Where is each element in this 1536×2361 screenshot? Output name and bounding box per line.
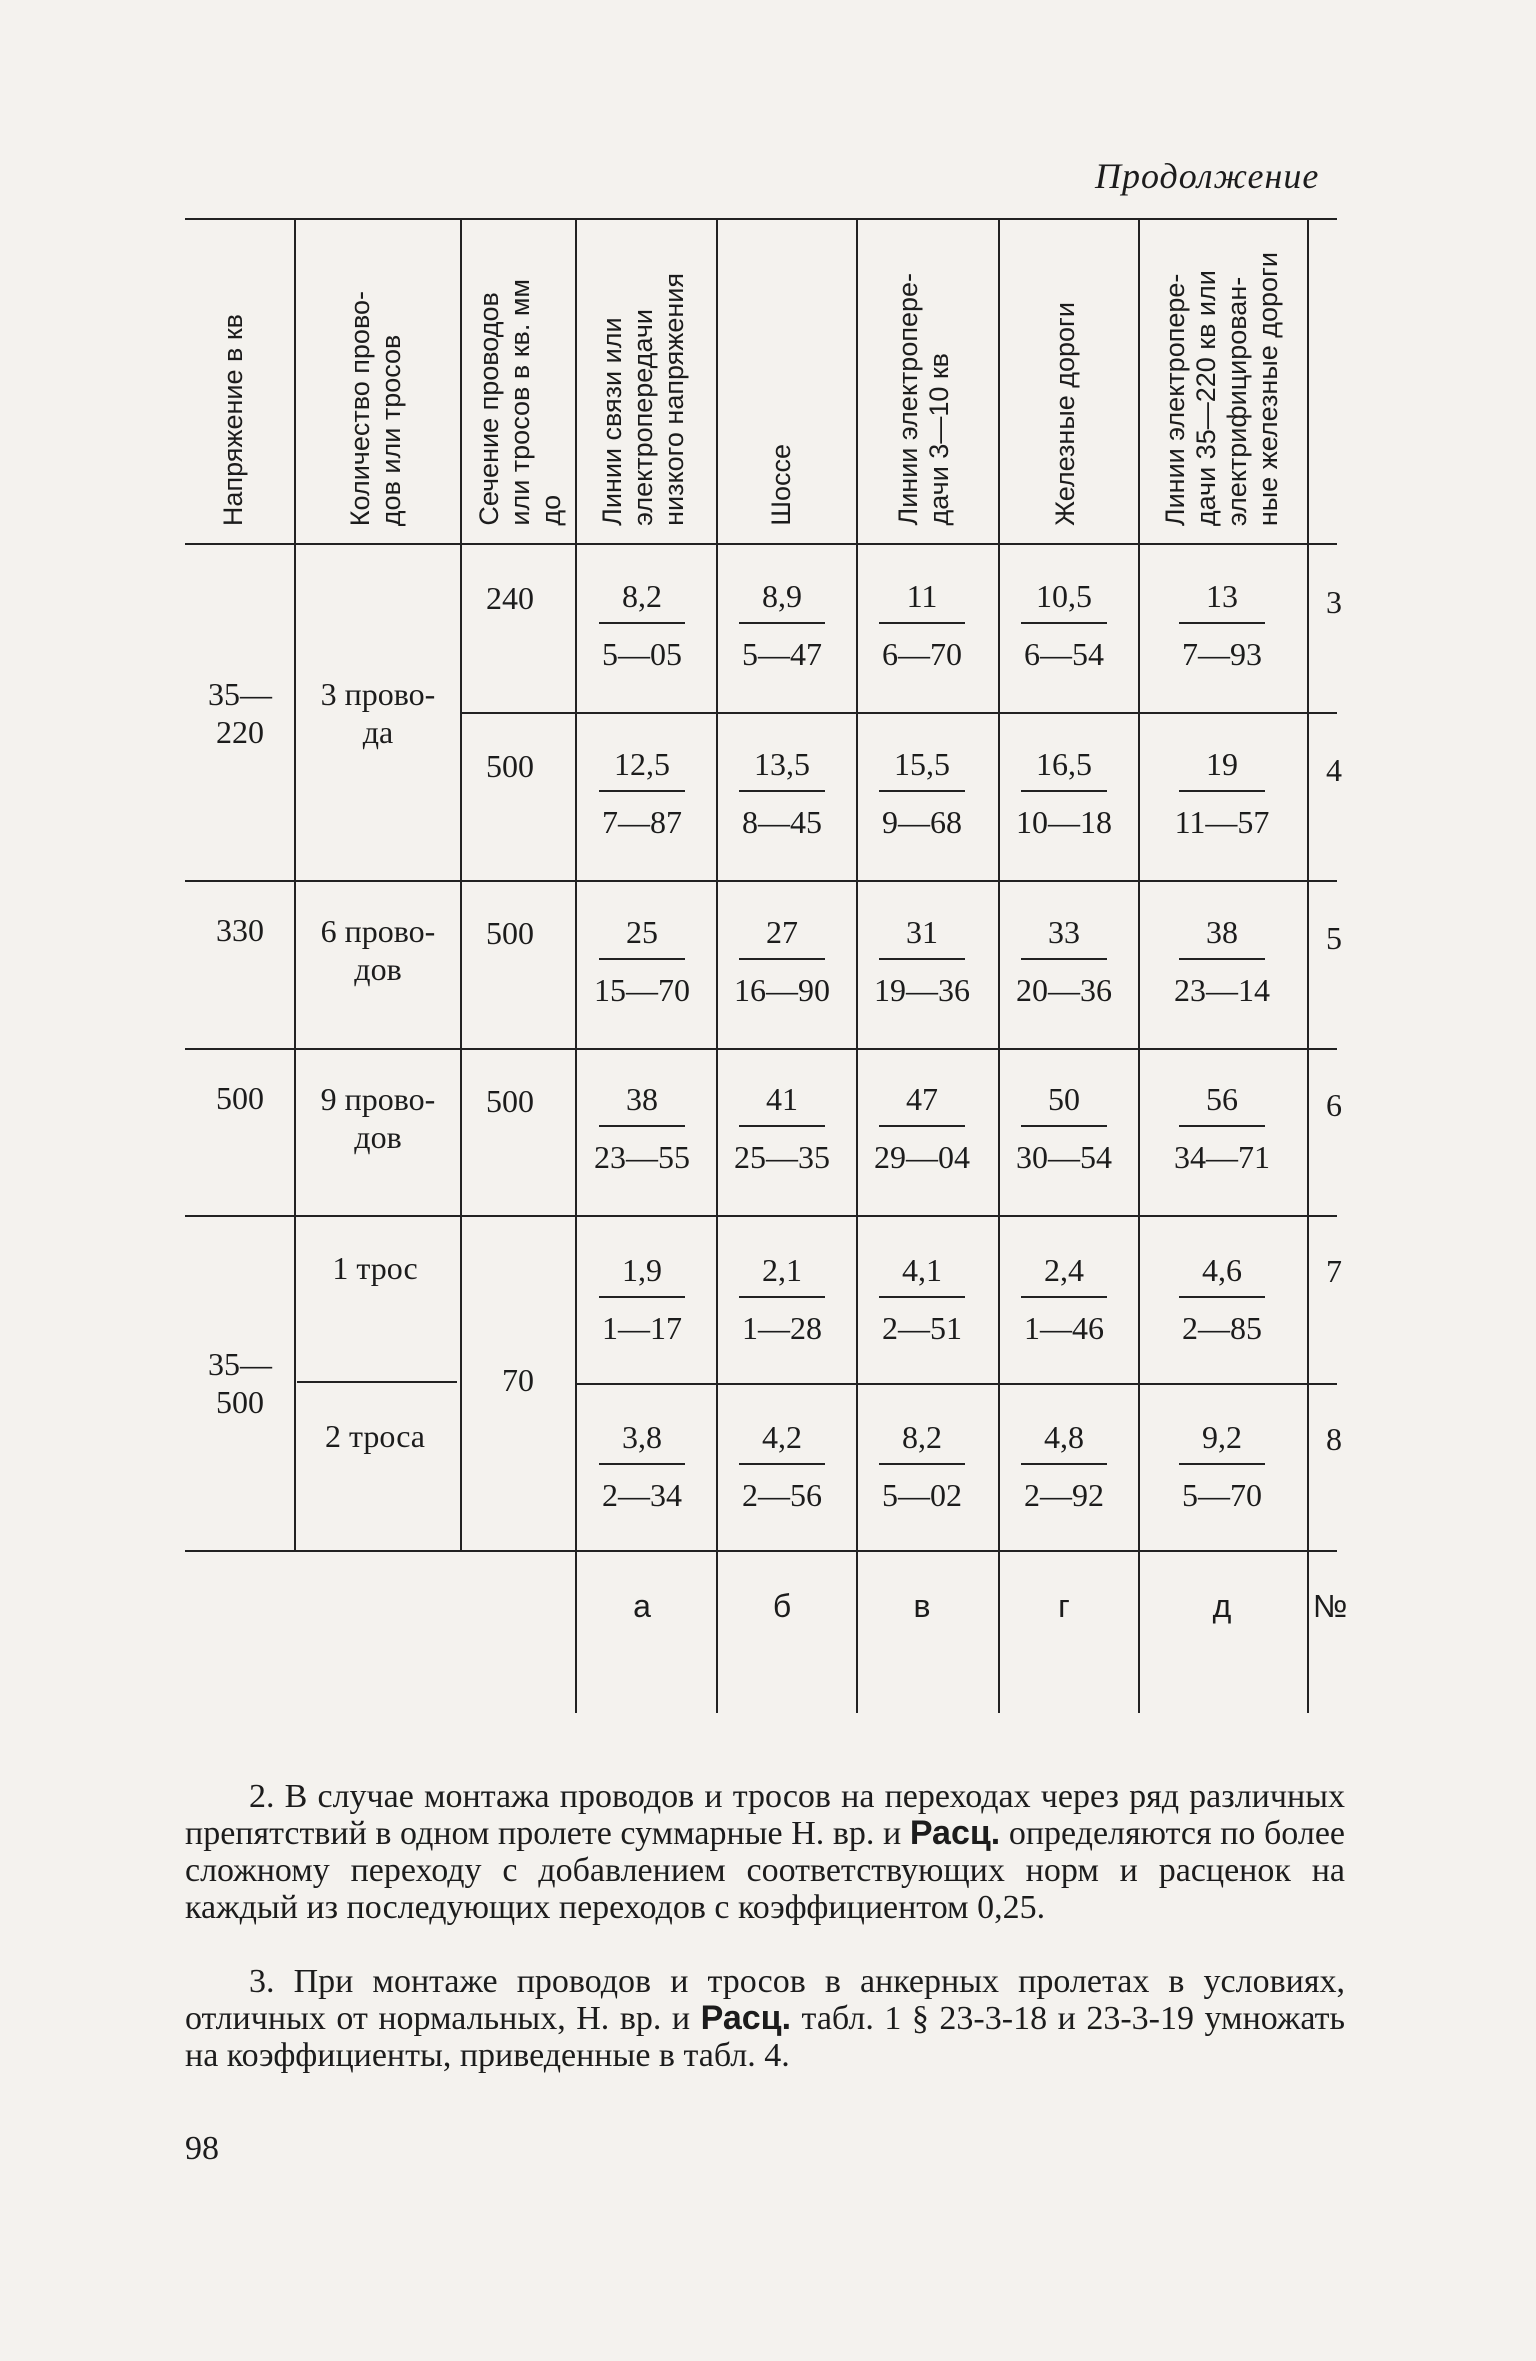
norm-cell (1167, 744, 1277, 842)
header-wire-section: Сечение проводов или тросов в кв. мм до (474, 279, 566, 526)
col-rule (294, 218, 296, 1550)
time-norm: 15,5 (894, 746, 950, 782)
rate: 23—55 (594, 1139, 690, 1175)
rate: 19—36 (874, 972, 970, 1008)
time-norm: 47 (906, 1081, 938, 1117)
rate: 2—34 (602, 1477, 682, 1513)
voltage-cell: 35— 220 (208, 676, 272, 750)
norm-cell (727, 1250, 837, 1348)
time-norm: 4,8 (1044, 1419, 1084, 1455)
rate: 23—14 (1174, 972, 1270, 1008)
rate: 6—70 (882, 636, 962, 672)
rate: 5—02 (882, 1477, 962, 1513)
rate: 20—36 (1016, 972, 1112, 1008)
column-letter: а (633, 1588, 651, 1624)
time-norm: 33 (1048, 914, 1080, 950)
col-rule (998, 218, 1000, 1713)
norm-cell (727, 576, 837, 674)
note-2-text: 2. В случае монтажа проводов и тросов на переходах через ряд различных препятствий в одном пролете суммарные Н. вр. и (185, 1778, 1345, 1852)
header-highway: Шоссе (766, 444, 796, 526)
wire-count-cell: 2 троса (325, 1418, 425, 1454)
norm-cell (1009, 1250, 1119, 1348)
rate: 5—47 (742, 636, 822, 672)
header-bottom-rule (185, 543, 1337, 545)
time-norm: 12,5 (614, 746, 670, 782)
time-norm: 31 (906, 914, 938, 950)
rate: 2—56 (742, 1477, 822, 1513)
rate: 16—90 (734, 972, 830, 1008)
time-norm: 4,1 (902, 1252, 942, 1288)
norm-cell (727, 1417, 837, 1515)
row-number: 7 (1326, 1253, 1342, 1289)
column-letter: г (1058, 1588, 1070, 1624)
cable-row-rule (297, 1381, 457, 1383)
col-rule (1307, 218, 1309, 1713)
table-bottom-rule (185, 1550, 1337, 1552)
header-low-voltage-lines: Линии связи или электропередачи низкого напряжения (597, 273, 689, 526)
norm-cell (867, 1417, 977, 1515)
note-2 (185, 1778, 1345, 1926)
number-label: № (1312, 1588, 1348, 1624)
norm-cell (1167, 576, 1277, 674)
norm-cell (1009, 912, 1119, 1010)
wire-count-cell: 3 прово- да (320, 676, 436, 750)
section-cell: 240 (486, 580, 534, 616)
rate: 29—04 (874, 1139, 970, 1175)
col-rule (1138, 218, 1140, 1713)
rate: 10—18 (1016, 804, 1112, 840)
time-norm: 16,5 (1036, 746, 1092, 782)
wire-count-cell: 9 прово- дов (320, 1081, 436, 1155)
time-norm: 8,2 (902, 1419, 942, 1455)
column-letter: б (772, 1588, 792, 1624)
rate: 1—17 (602, 1310, 682, 1346)
time-norm: 1,9 (622, 1252, 662, 1288)
voltage-cell: 500 (216, 1080, 264, 1116)
time-norm: 38 (626, 1081, 658, 1117)
rate: 6—54 (1024, 636, 1104, 672)
header-railways: Железные дороги (1050, 302, 1080, 526)
note-3-text: 3. При монтаже проводов и тросов в анкерных пролетах в условиях, отличных от нормальных, Н. вр. и (185, 1963, 1345, 2037)
norm-cell (727, 912, 837, 1010)
norm-cell (867, 744, 977, 842)
norm-cell (587, 576, 697, 674)
header-voltage: Напряжение в кв (218, 313, 248, 526)
row-number: 6 (1326, 1087, 1342, 1123)
rate: 30—54 (1016, 1139, 1112, 1175)
row-number: 8 (1326, 1421, 1342, 1457)
time-norm: 3,8 (622, 1419, 662, 1455)
norm-cell (587, 744, 697, 842)
group-rule (185, 1048, 1337, 1050)
note-2-text-end: определяются по более сложному переходу с добавлением соответствующих норм и расценок на каждый из последующих переходов с коэффициентом 0,25. (185, 1815, 1346, 1926)
rate: 8—45 (742, 804, 822, 840)
note-2-bold: Расц. (909, 1814, 1001, 1852)
norm-cell (1167, 1079, 1277, 1177)
section-cell: 500 (486, 748, 534, 784)
page-number: 98 (185, 2130, 219, 2167)
row-rule (460, 712, 1337, 714)
rate: 34—71 (1174, 1139, 1270, 1175)
norm-cell (867, 1079, 977, 1177)
column-letter: д (1212, 1588, 1232, 1624)
voltage-cell: 35— 500 (208, 1346, 272, 1420)
rate: 7—93 (1182, 636, 1262, 672)
norm-cell (727, 1079, 837, 1177)
time-norm: 11 (906, 578, 938, 614)
table-top-rule (185, 218, 1337, 220)
section-cell: 500 (486, 915, 534, 951)
note-3 (185, 1963, 1345, 2074)
norm-cell (587, 1079, 697, 1177)
col-rule (856, 218, 858, 1713)
rate: 2—92 (1024, 1477, 1104, 1513)
col-rule (575, 218, 577, 1713)
norm-cell (867, 1250, 977, 1348)
wire-count-cell: 1 трос (332, 1250, 418, 1286)
norm-cell (587, 1417, 697, 1515)
rate: 5—70 (1182, 1477, 1262, 1513)
group-rule (185, 1215, 1337, 1217)
time-norm: 50 (1048, 1081, 1080, 1117)
rate: 9—68 (882, 804, 962, 840)
column-letter: в (913, 1588, 931, 1624)
rate: 25—35 (734, 1139, 830, 1175)
row-number: 4 (1326, 752, 1342, 788)
time-norm: 13 (1206, 578, 1238, 614)
norm-cell (727, 744, 837, 842)
note-3-text-end: табл. 1 § 23-3-18 и 23-3-19 умножать на коэффициенты, приведенные в табл. 4. (185, 2000, 1345, 2074)
row-number: 5 (1326, 920, 1342, 956)
row-number: 3 (1326, 584, 1342, 620)
section-cell: 500 (486, 1083, 534, 1119)
time-norm: 56 (1206, 1081, 1238, 1117)
header-power-lines-35-220: Линии электропере- дачи 35—220 кв или электрифицирован- ные железные дороги (1160, 251, 1283, 526)
voltage-cell: 330 (216, 912, 264, 948)
rate: 11—57 (1174, 804, 1270, 840)
norm-cell (1009, 744, 1119, 842)
norm-cell (1009, 1417, 1119, 1515)
rate: 2—51 (882, 1310, 962, 1346)
time-norm: 25 (626, 914, 658, 950)
time-norm: 4,6 (1202, 1252, 1242, 1288)
header-power-lines-3-10: Линии электропере- дачи 3—10 кв (893, 273, 954, 526)
time-norm: 2,4 (1044, 1252, 1084, 1288)
header-wire-count: Количество прово- дов или тросов (345, 290, 406, 526)
wire-count-cell: 6 прово- дов (320, 913, 436, 987)
rate: 1—46 (1024, 1310, 1104, 1346)
time-norm: 19 (1206, 746, 1238, 782)
norm-cell (867, 912, 977, 1010)
rate: 1—28 (742, 1310, 822, 1346)
time-norm: 8,9 (762, 578, 802, 614)
rate: 5—05 (602, 636, 682, 672)
time-norm: 2,1 (762, 1252, 802, 1288)
time-norm: 10,5 (1036, 578, 1092, 614)
note-3-bold: Расц. (700, 1999, 792, 2037)
norm-cell (1009, 1079, 1119, 1177)
col-rule (460, 218, 462, 1550)
time-norm: 4,2 (762, 1419, 802, 1455)
norm-cell (1167, 1250, 1277, 1348)
col-rule (716, 218, 718, 1713)
time-norm: 9,2 (1202, 1419, 1242, 1455)
time-norm: 8,2 (622, 578, 662, 614)
time-norm: 41 (766, 1081, 798, 1117)
rate: 7—87 (602, 804, 682, 840)
norm-cell (1167, 1417, 1277, 1515)
time-norm: 13,5 (754, 746, 810, 782)
norm-cell (587, 912, 697, 1010)
section-cell: 70 (502, 1362, 534, 1398)
norm-cell (1167, 912, 1277, 1010)
group-rule (185, 880, 1337, 882)
continuation-label: Продолжение (1095, 156, 1320, 196)
norm-cell (867, 576, 977, 674)
rate: 2—85 (1182, 1310, 1262, 1346)
rate: 15—70 (594, 972, 690, 1008)
time-norm: 27 (766, 914, 798, 950)
norm-cell (587, 1250, 697, 1348)
norm-cell (1009, 576, 1119, 674)
cable-row-rule (577, 1383, 1337, 1385)
time-norm: 38 (1206, 914, 1238, 950)
